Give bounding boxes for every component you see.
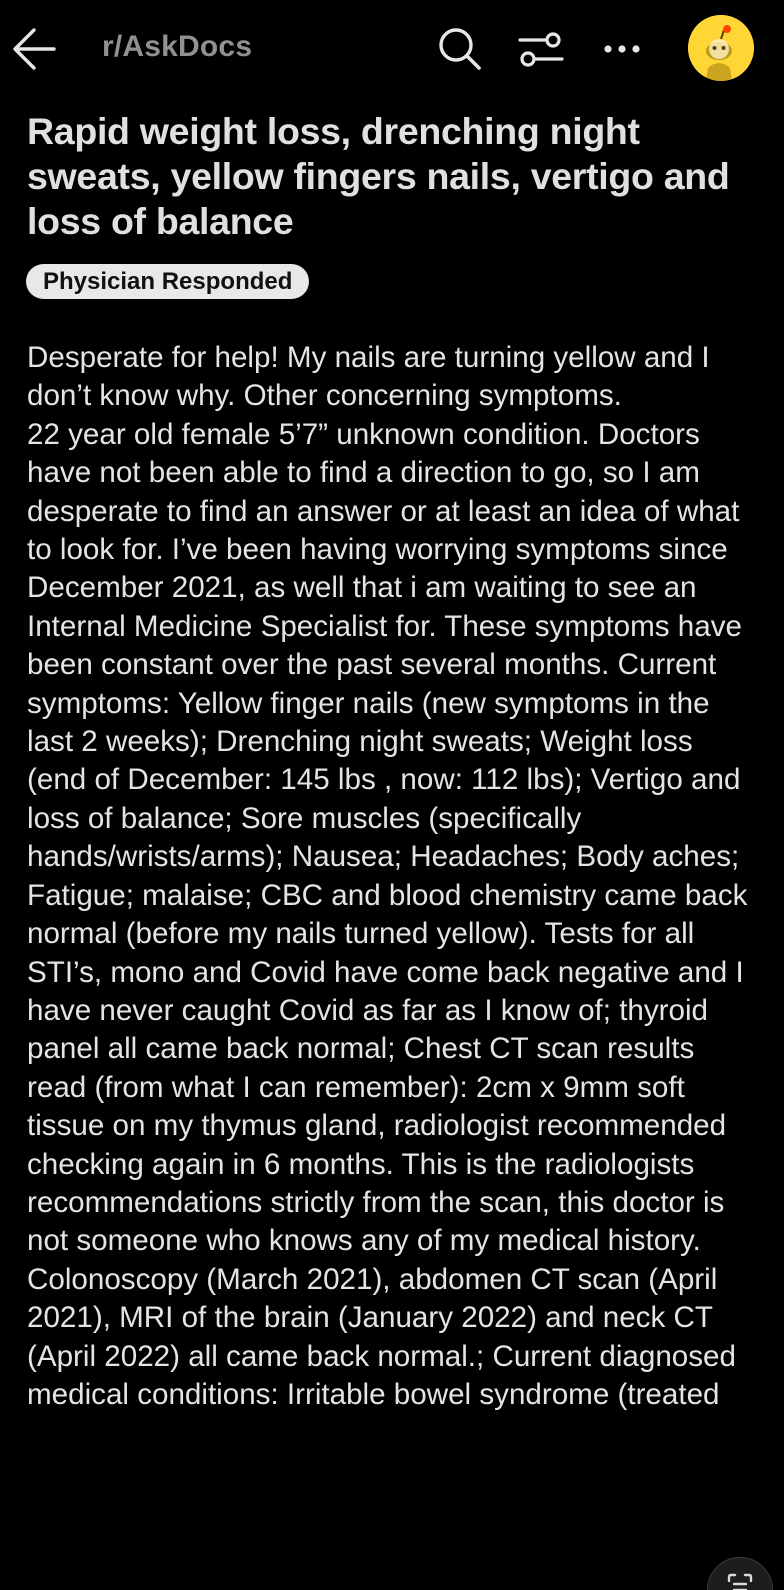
post-title[interactable]: Rapid weight loss, drenching night sweats, yellow fingers nails, vertigo and loss of balance: [27, 110, 730, 242]
avatar-icon: [688, 15, 754, 81]
more-options-button[interactable]: [597, 22, 651, 76]
filter-icon: [516, 24, 566, 74]
sort-filter-button[interactable]: [514, 22, 568, 76]
user-avatar-button[interactable]: [688, 15, 754, 81]
search-icon: [435, 24, 485, 74]
text-document-icon: [725, 1572, 755, 1590]
top-app-bar: [0, 0, 784, 100]
post-body-text: Desperate for help! My nails are turning yellow and I don’t know why. Other concerning symptoms. 22 year old female 5’7” unknown condition. Doctors have not been able to find a direction to go, so I am desperate to find an answer or at least an idea of what to look for. I’ve been having worrying symptoms since December 2021, as well that i am waiting to see an Internal Medicine Specialist for. These symptoms have been constant over the past several months. Current symptoms: Yellow finger nails (new symptoms in the last 2 weeks); Drenching night sweats; Weight loss (end of December: 145 lbs , now: 112 lbs); Vertigo and loss of balance; Sore muscles (specifically hands/wrists/arms); Nausea; Headaches; Body aches; Fatigue; malaise; CBC and blood chemistry came back normal (before my nails turned yellow). Tests for all STI’s, mono and Covid have come back negative and I have never caught Covid as far as I know of; thyroid panel all came back normal; Chest CT scan results read (from what I can remember): 2cm x 9mm soft tissue on my thymus gland, radiologist recommended checking again in 6 months. This is the radiologists recommendations strictly from the scan, this doctor is not someone who knows any of my medical history. Colonoscopy (March 2021), abdomen CT scan (April 2021), MRI of the brain (January 2022) and neck CT (April 2022) all came back normal.; Current diagnosed medical conditions: Irritable bowel syndrome (treated: [27, 341, 748, 1411]
back-button[interactable]: [8, 22, 62, 76]
search-button[interactable]: [433, 22, 487, 76]
back-arrow-icon: [10, 24, 60, 74]
post-flair-badge[interactable]: Physician Responded: [26, 264, 309, 299]
more-icon: [599, 24, 649, 74]
subreddit-name[interactable]: r/AskDocs: [102, 30, 253, 63]
